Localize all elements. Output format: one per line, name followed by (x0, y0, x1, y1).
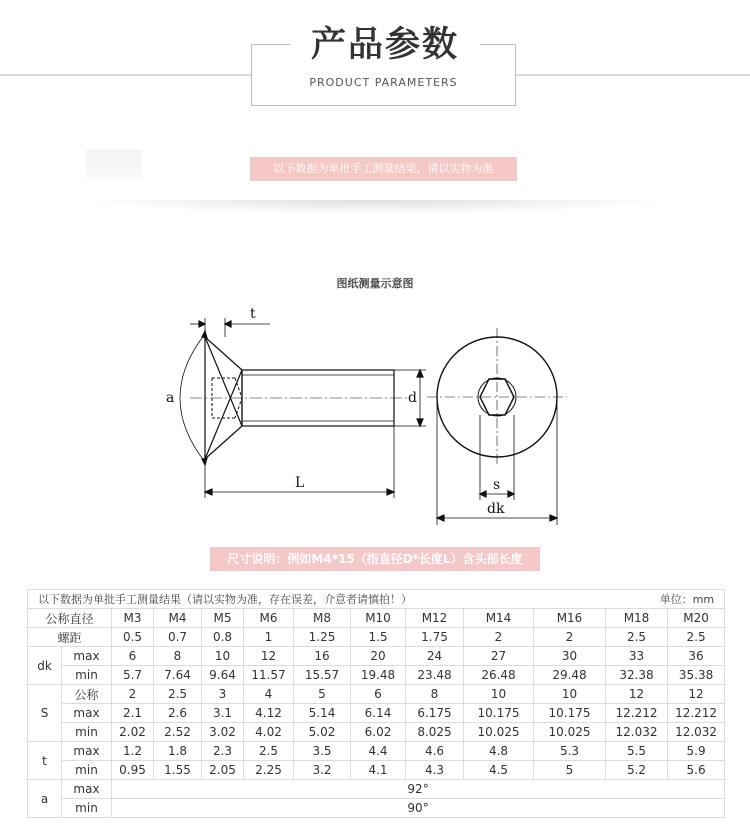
unit-label: 单位：mm (659, 593, 715, 606)
pitch-cell: 1.75 (406, 628, 464, 647)
size-cell: M14 (464, 609, 534, 628)
size-cell: M20 (668, 609, 725, 628)
value-cell: 1.2 (112, 742, 154, 761)
value-cell: 3.2 (294, 761, 351, 780)
table-row (28, 647, 725, 666)
value-cell: 10 (534, 685, 606, 704)
value-cell: 10 (464, 685, 534, 704)
value-cell: 2.1 (112, 704, 154, 723)
value-cell: 26.48 (464, 666, 534, 685)
value-cell: 5 (294, 685, 351, 704)
value-cell: 2.5 (244, 742, 294, 761)
value-cell: 27 (464, 647, 534, 666)
row-label: max (62, 647, 112, 666)
divider-shadow (80, 200, 670, 214)
table-row (28, 780, 725, 799)
value-cell: 12 (606, 685, 668, 704)
value-cell: 12.032 (668, 723, 725, 742)
value-cell: 35.38 (668, 666, 725, 685)
value-cell: 23.48 (406, 666, 464, 685)
value-cell: 2.5 (154, 685, 202, 704)
table-row-pitch (28, 628, 725, 647)
row-label: max (62, 742, 112, 761)
value-cell: 12 (244, 647, 294, 666)
pitch-cell: 0.8 (202, 628, 244, 647)
value-cell: 12.032 (606, 723, 668, 742)
value-cell: 3.5 (294, 742, 351, 761)
row-label: min (62, 799, 112, 818)
pitch-cell: 0.5 (112, 628, 154, 647)
value-cell: 5.6 (668, 761, 725, 780)
value-cell: 1.8 (154, 742, 202, 761)
value-cell: 15.57 (294, 666, 351, 685)
value-cell: 2.6 (154, 704, 202, 723)
table-row (28, 742, 725, 761)
value-cell: 6.175 (406, 704, 464, 723)
label-a: a (166, 390, 175, 406)
row-label: min (62, 666, 112, 685)
value-cell: 3 (202, 685, 244, 704)
angle-max: 92° (112, 780, 725, 799)
value-cell: 2.05 (202, 761, 244, 780)
table-row (28, 666, 725, 685)
value-cell: 4.4 (351, 742, 406, 761)
value-cell: 11.57 (244, 666, 294, 685)
label-s: s (493, 477, 501, 493)
value-cell: 10.175 (534, 704, 606, 723)
pitch-cell: 2.5 (668, 628, 725, 647)
value-cell: 6.02 (351, 723, 406, 742)
row-label: min (62, 761, 112, 780)
value-cell: 5 (534, 761, 606, 780)
value-cell: 29.48 (534, 666, 606, 685)
value-cell: 10.175 (464, 704, 534, 723)
row-label: max (62, 780, 112, 799)
value-cell: 33 (606, 647, 668, 666)
table-row (28, 799, 725, 818)
value-cell: 4.12 (244, 704, 294, 723)
size-cell: M10 (351, 609, 406, 628)
pitch-cell: 2 (534, 628, 606, 647)
table-caption (28, 590, 725, 609)
value-cell: 36 (668, 647, 725, 666)
value-cell: 19.48 (351, 666, 406, 685)
value-cell: 24 (406, 647, 464, 666)
group-label: S (28, 685, 62, 742)
row-label: 公称 (62, 685, 112, 704)
size-cell: M3 (112, 609, 154, 628)
label-dk: dk (487, 501, 505, 517)
pitch-cell: 2 (464, 628, 534, 647)
value-cell: 6.14 (351, 704, 406, 723)
size-cell: M6 (244, 609, 294, 628)
value-cell: 3.02 (202, 723, 244, 742)
spec-table (27, 589, 725, 818)
value-cell: 12.212 (668, 704, 725, 723)
title-rule-right (516, 74, 750, 76)
size-cell: M4 (154, 609, 202, 628)
caption-text: 以下数据为单批手工测量结果（请以实物为准，存在误差，介意者请慎拍！） (38, 593, 412, 606)
value-cell: 30 (534, 647, 606, 666)
value-cell: 5.9 (668, 742, 725, 761)
size-cell: M12 (406, 609, 464, 628)
value-cell: 4.5 (464, 761, 534, 780)
value-cell: 3.1 (202, 704, 244, 723)
value-cell: 5.14 (294, 704, 351, 723)
corner-label: 公称直径 (28, 609, 112, 628)
value-cell: 1.55 (154, 761, 202, 780)
value-cell: 4.6 (406, 742, 464, 761)
value-cell: 2.02 (112, 723, 154, 742)
value-cell: 8.025 (406, 723, 464, 742)
group-label: t (28, 742, 62, 780)
value-cell: 16 (294, 647, 351, 666)
faded-watermark (86, 150, 142, 180)
screw-drawing (150, 300, 570, 540)
value-cell: 6 (112, 647, 154, 666)
value-cell: 12 (668, 685, 725, 704)
value-cell: 8 (406, 685, 464, 704)
value-cell: 5.2 (606, 761, 668, 780)
value-cell: 10.025 (464, 723, 534, 742)
angle-min: 90° (112, 799, 725, 818)
value-cell: 32.38 (606, 666, 668, 685)
value-cell: 5.3 (534, 742, 606, 761)
title-rule-left (0, 74, 251, 76)
label-L: L (295, 475, 305, 491)
diagram-title: 图纸测量示意图 (336, 277, 414, 290)
value-cell: 4.02 (244, 723, 294, 742)
table-row (28, 723, 725, 742)
table-row (28, 685, 725, 704)
pitch-cell: 1 (244, 628, 294, 647)
value-cell: 12.212 (606, 704, 668, 723)
size-cell: M18 (606, 609, 668, 628)
value-cell: 2.3 (202, 742, 244, 761)
pitch-cell: 1.5 (351, 628, 406, 647)
value-cell: 2.52 (154, 723, 202, 742)
value-cell: 2 (112, 685, 154, 704)
group-label: a (28, 780, 62, 818)
pitch-label: 螺距 (28, 628, 112, 647)
value-cell: 4.3 (406, 761, 464, 780)
value-cell: 10 (202, 647, 244, 666)
table-row (28, 761, 725, 780)
row-label: min (62, 723, 112, 742)
value-cell: 10.025 (534, 723, 606, 742)
table-row-sizes (28, 609, 725, 628)
value-cell: 0.95 (112, 761, 154, 780)
size-cell: M8 (294, 609, 351, 628)
measurement-notice: 以下数据为单批手工测量结果，请以实物为准 (250, 157, 517, 181)
row-label: max (62, 704, 112, 723)
value-cell: 5.5 (606, 742, 668, 761)
value-cell: 4.8 (464, 742, 534, 761)
value-cell: 2.25 (244, 761, 294, 780)
value-cell: 7.64 (154, 666, 202, 685)
group-label: dk (28, 647, 62, 685)
pitch-cell: 0.7 (154, 628, 202, 647)
table-row (28, 704, 725, 723)
value-cell: 6 (351, 685, 406, 704)
value-cell: 4 (244, 685, 294, 704)
pitch-cell: 1.25 (294, 628, 351, 647)
table-caption-row (28, 590, 725, 609)
size-explanation: 尺寸说明：例如M4*15（指直径D*长度L）含头部长度 (210, 547, 540, 571)
pitch-cell: 2.5 (606, 628, 668, 647)
label-d: d (408, 390, 417, 406)
size-cell: M16 (534, 609, 606, 628)
label-t: t (250, 306, 256, 322)
value-cell: 5.02 (294, 723, 351, 742)
page-subtitle: PRODUCT PARAMETERS (309, 76, 458, 89)
page-title: 产品参数 (290, 22, 480, 68)
size-cell: M5 (202, 609, 244, 628)
value-cell: 20 (351, 647, 406, 666)
value-cell: 8 (154, 647, 202, 666)
value-cell: 9.64 (202, 666, 244, 685)
value-cell: 5.7 (112, 666, 154, 685)
value-cell: 4.1 (351, 761, 406, 780)
